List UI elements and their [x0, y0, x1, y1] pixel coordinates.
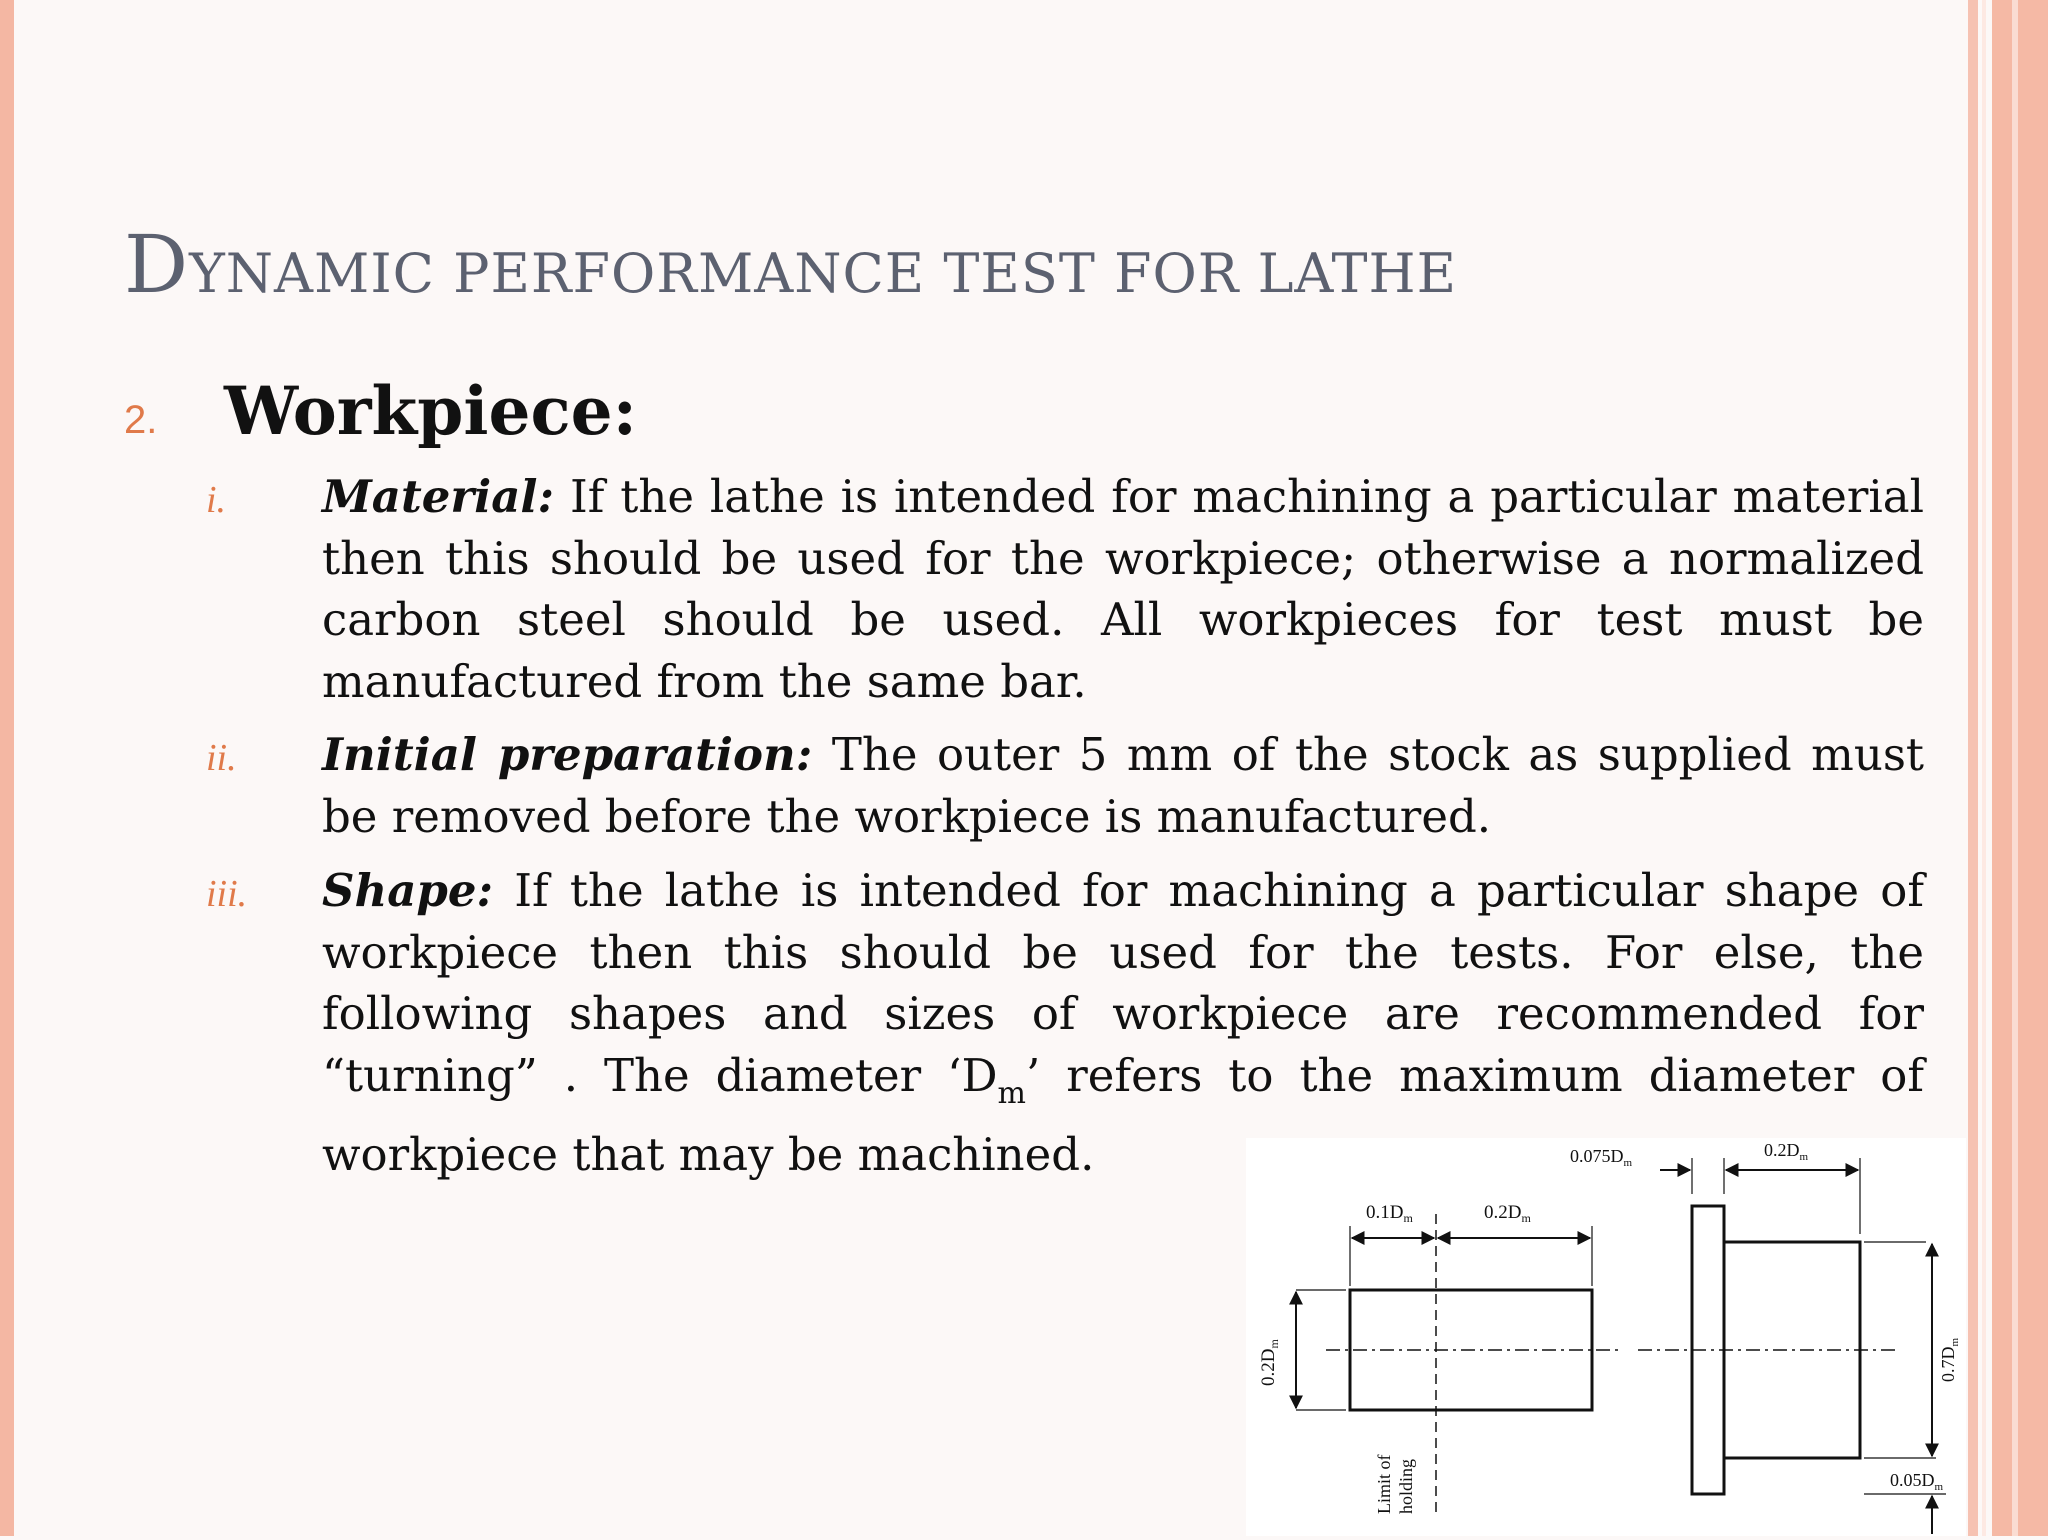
svg-text:holding: holding	[1396, 1458, 1416, 1514]
item-body-end: ’ refers to the maximum diameter of workpiece that may be machined.	[322, 1048, 1924, 1181]
svg-text:0.05Dm: $0.05D_m$	[1890, 1470, 1944, 1493]
svg-text:0.2Dm: $0.2D_m$	[1484, 1202, 1531, 1225]
item-marker-iii: iii.	[206, 873, 248, 915]
item-marker-i: i.	[206, 479, 227, 521]
section-number: 2.	[124, 398, 158, 442]
slide-title: DYNAMIC PERFORMANCE TEST FOR LATHE	[124, 218, 1457, 311]
item-label: Shape:	[322, 864, 494, 917]
svg-text:0.7Dm: $0.7D_m$	[1938, 1337, 1961, 1382]
item-shape	[322, 860, 1924, 1186]
item-body: The outer 5 mm of the stock as supplied must be removed before the workpiece is manufactured.	[322, 728, 1924, 843]
svg-text:0.1Dm: $0.1D_m$	[1366, 1202, 1413, 1225]
item-initial-preparation	[322, 724, 1924, 847]
svg-text:Limit of: Limit of	[1374, 1454, 1394, 1514]
slide-border-left	[0, 0, 14, 1536]
section-title: Workpiece:	[224, 372, 638, 450]
item-label: Material:	[322, 470, 555, 523]
workpiece-diagram	[1246, 1138, 1966, 1536]
svg-text:0.2Dm: $0.2D_m$	[1258, 1339, 1281, 1386]
item-marker-ii: ii.	[206, 737, 237, 779]
item-body: If the lathe is intended for machining a particular material then this should be used for the workpiece; otherwise a normalized carbon steel should be used. All workpieces for test must be manufactured from the same bar.	[322, 470, 1924, 708]
item-label: Initial preparation:	[322, 728, 813, 781]
svg-text:0.075Dm: $0.075D_m$	[1570, 1146, 1633, 1169]
item-material	[322, 466, 1924, 712]
item-body: If the lathe is intended for machining a particular shape of workpiece then this should be used for the tests. For else, the following shapes and sizes of workpiece are recommended for “turning” . The diameter ‘D	[322, 864, 1924, 1102]
svg-text:0.2Dm: $0.2D_m$	[1764, 1140, 1809, 1163]
slide-border-right	[1968, 0, 2048, 1536]
subscript-m: m	[997, 1075, 1026, 1111]
